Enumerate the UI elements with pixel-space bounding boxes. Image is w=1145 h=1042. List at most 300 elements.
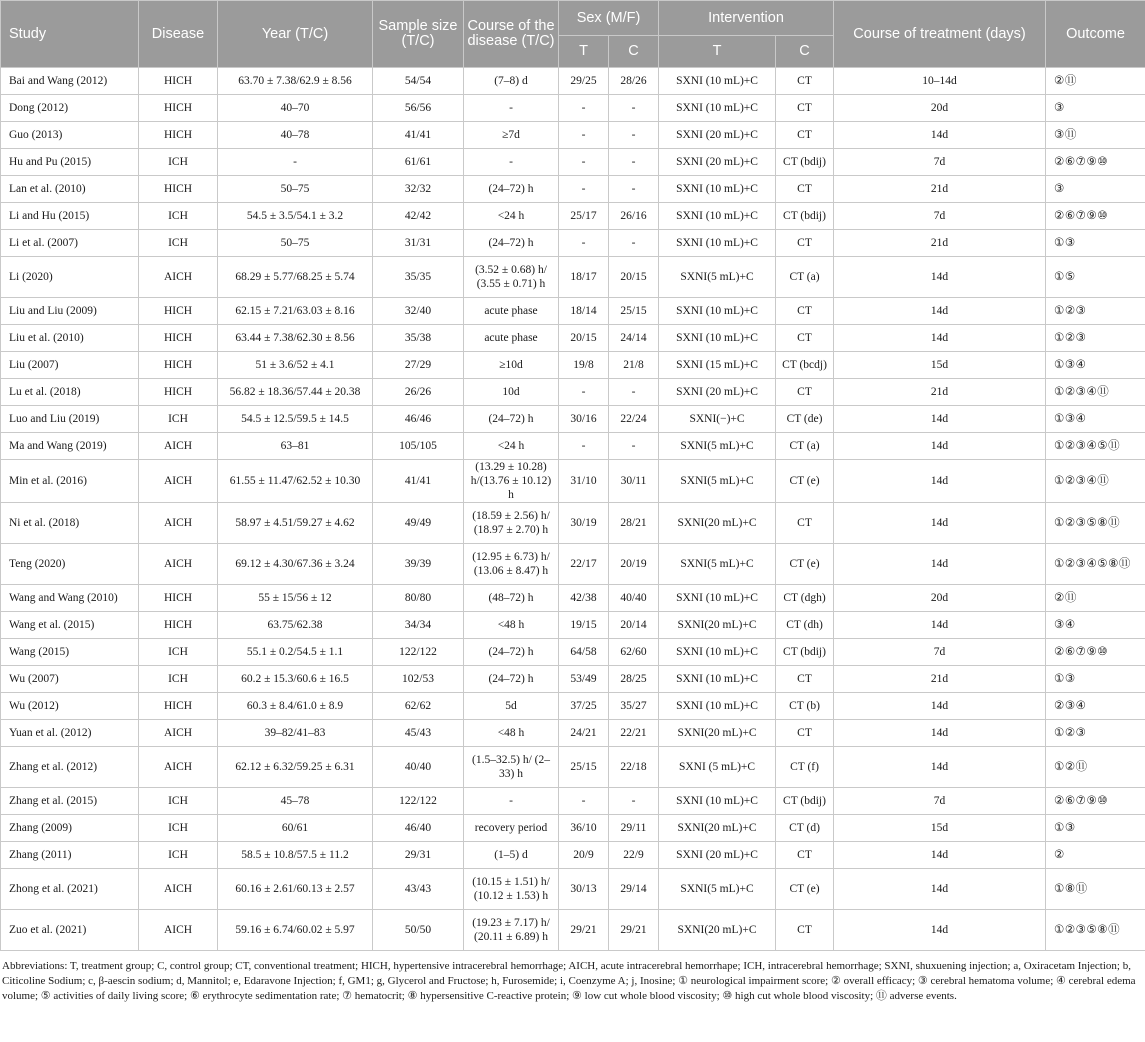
cell-outcome: ①②③ [1046,720,1145,747]
cell-sex-t: 30/16 [559,406,609,433]
cell-intervention-t: SXNI(5 mL)+C [659,257,776,298]
cell-outcome: ①②③④⑤⑧⑪ [1046,544,1145,585]
cell-outcome: ①③ [1046,666,1145,693]
table-body [1,68,1145,951]
cell-sample-size: 39/39 [373,544,464,585]
table-row [1,176,1145,203]
cell-intervention-c: CT [776,68,834,95]
header-sample-size: Sample size (T/C) [373,1,464,68]
cell-intervention-t: SXNI(20 mL)+C [659,910,776,951]
cell-course-of-treatment: 14d [834,257,1046,298]
cell-course-of-disease: (18.59 ± 2.56) h/ (18.97 ± 2.70) h [464,503,559,544]
cell-course-of-disease: <24 h [464,433,559,460]
table-row [1,298,1145,325]
cell-study: Lan et al. (2010) [1,176,139,203]
table-row [1,747,1145,788]
cell-year: 60.16 ± 2.61/60.13 ± 2.57 [218,869,373,910]
cell-intervention-c: CT (dgh) [776,585,834,612]
cell-course-of-treatment: 7d [834,639,1046,666]
cell-course-of-treatment: 15d [834,352,1046,379]
cell-sex-t: 20/15 [559,325,609,352]
cell-sex-t: - [559,122,609,149]
cell-intervention-c: CT [776,666,834,693]
cell-outcome: ①③ [1046,815,1145,842]
cell-sample-size: 34/34 [373,612,464,639]
cell-year: 55 ± 15/56 ± 12 [218,585,373,612]
cell-course-of-disease: (1–5) d [464,842,559,869]
cell-year: 55.1 ± 0.2/54.5 ± 1.1 [218,639,373,666]
cell-outcome: ③⑪ [1046,122,1145,149]
cell-sex-c: 26/16 [609,203,659,230]
cell-year: 63.70 ± 7.38/62.9 ± 8.56 [218,68,373,95]
cell-intervention-t: SXNI (20 mL)+C [659,379,776,406]
cell-intervention-t: SXNI(20 mL)+C [659,503,776,544]
cell-intervention-t: SXNI (10 mL)+C [659,230,776,257]
cell-study: Min et al. (2016) [1,460,139,503]
cell-course-of-treatment: 21d [834,379,1046,406]
cell-intervention-t: SXNI(5 mL)+C [659,544,776,585]
cell-course-of-treatment: 21d [834,230,1046,257]
cell-year: 50–75 [218,176,373,203]
cell-disease: ICH [139,815,218,842]
cell-sex-c: - [609,433,659,460]
cell-course-of-disease: 10d [464,379,559,406]
cell-intervention-t: SXNI (10 mL)+C [659,176,776,203]
cell-intervention-c: CT [776,122,834,149]
cell-course-of-disease: (24–72) h [464,666,559,693]
cell-study: Zhang (2011) [1,842,139,869]
cell-sex-c: 28/21 [609,503,659,544]
cell-course-of-disease: - [464,788,559,815]
cell-intervention-c: CT [776,910,834,951]
cell-disease: ICH [139,788,218,815]
cell-course-of-treatment: 21d [834,666,1046,693]
cell-study: Wang and Wang (2010) [1,585,139,612]
cell-study: Zhang et al. (2015) [1,788,139,815]
cell-sex-t: 22/17 [559,544,609,585]
cell-course-of-treatment: 14d [834,869,1046,910]
cell-intervention-t: SXNI (10 mL)+C [659,203,776,230]
cell-sex-c: 22/9 [609,842,659,869]
cell-sex-c: 22/21 [609,720,659,747]
cell-year: 54.5 ± 12.5/59.5 ± 14.5 [218,406,373,433]
cell-disease: ICH [139,639,218,666]
table-row [1,842,1145,869]
table-row [1,203,1145,230]
cell-outcome: ①②③④⑪ [1046,379,1145,406]
cell-disease: HICH [139,379,218,406]
cell-sex-c: 28/25 [609,666,659,693]
table-row [1,460,1145,503]
cell-sample-size: 122/122 [373,639,464,666]
cell-year: 51 ± 3.6/52 ± 4.1 [218,352,373,379]
cell-disease: HICH [139,693,218,720]
cell-intervention-c: CT (e) [776,460,834,503]
header-year: Year (T/C) [218,1,373,68]
cell-disease: AICH [139,544,218,585]
cell-sex-c: 22/24 [609,406,659,433]
cell-intervention-c: CT [776,842,834,869]
cell-sample-size: 80/80 [373,585,464,612]
cell-sample-size: 26/26 [373,379,464,406]
cell-year: 63.44 ± 7.38/62.30 ± 8.56 [218,325,373,352]
cell-sample-size: 29/31 [373,842,464,869]
cell-sample-size: 45/43 [373,720,464,747]
cell-sex-t: 29/21 [559,910,609,951]
cell-sex-t: 25/17 [559,203,609,230]
cell-sex-t: 18/17 [559,257,609,298]
cell-year: 61.55 ± 11.47/62.52 ± 10.30 [218,460,373,503]
cell-intervention-c: CT [776,720,834,747]
cell-study: Li and Hu (2015) [1,203,139,230]
cell-sample-size: 46/40 [373,815,464,842]
cell-sex-c: 20/19 [609,544,659,585]
cell-intervention-c: CT (bdij) [776,149,834,176]
cell-outcome: ①②③⑤⑧⑪ [1046,910,1145,951]
cell-course-of-treatment: 20d [834,585,1046,612]
cell-course-of-treatment: 14d [834,433,1046,460]
cell-study: Luo and Liu (2019) [1,406,139,433]
cell-disease: AICH [139,503,218,544]
cell-sex-t: 64/58 [559,639,609,666]
cell-course-of-disease: (24–72) h [464,230,559,257]
cell-outcome: ② [1046,842,1145,869]
cell-sex-c: - [609,379,659,406]
cell-outcome: ②⑥⑦⑨⑩ [1046,203,1145,230]
cell-year: 60.3 ± 8.4/61.0 ± 8.9 [218,693,373,720]
table-header [1,1,1145,68]
cell-sex-t: - [559,149,609,176]
cell-course-of-treatment: 15d [834,815,1046,842]
cell-study: Ma and Wang (2019) [1,433,139,460]
cell-sex-c: 20/15 [609,257,659,298]
cell-disease: ICH [139,230,218,257]
cell-intervention-c: CT (bdij) [776,203,834,230]
cell-disease: HICH [139,325,218,352]
cell-outcome: ②③④ [1046,693,1145,720]
table-row [1,325,1145,352]
cell-course-of-disease: (48–72) h [464,585,559,612]
cell-sex-t: 18/14 [559,298,609,325]
cell-course-of-disease: (10.15 ± 1.51) h/ (10.12 ± 1.53) h [464,869,559,910]
cell-intervention-t: SXNI (10 mL)+C [659,666,776,693]
cell-study: Yuan et al. (2012) [1,720,139,747]
cell-sample-size: 61/61 [373,149,464,176]
cell-course-of-disease: (24–72) h [464,639,559,666]
cell-sex-t: - [559,379,609,406]
cell-year: 50–75 [218,230,373,257]
cell-course-of-treatment: 14d [834,720,1046,747]
cell-sample-size: 40/40 [373,747,464,788]
header-sex-c: C [609,36,659,68]
cell-intervention-c: CT (f) [776,747,834,788]
cell-year: 69.12 ± 4.30/67.36 ± 3.24 [218,544,373,585]
cell-intervention-c: CT [776,503,834,544]
cell-outcome: ①③ [1046,230,1145,257]
cell-disease: ICH [139,666,218,693]
cell-study: Wu (2007) [1,666,139,693]
cell-intervention-t: SXNI(5 mL)+C [659,460,776,503]
cell-year: 68.29 ± 5.77/68.25 ± 5.74 [218,257,373,298]
cell-study: Lu et al. (2018) [1,379,139,406]
cell-course-of-treatment: 14d [834,298,1046,325]
cell-course-of-disease: ≥10d [464,352,559,379]
cell-study: Wang (2015) [1,639,139,666]
cell-study: Zuo et al. (2021) [1,910,139,951]
cell-course-of-disease: (19.23 ± 7.17) h/ (20.11 ± 6.89) h [464,910,559,951]
cell-study: Hu and Pu (2015) [1,149,139,176]
cell-course-of-disease: - [464,149,559,176]
cell-intervention-t: SXNI (10 mL)+C [659,788,776,815]
cell-outcome: ②⑥⑦⑨⑩ [1046,149,1145,176]
cell-year: 45–78 [218,788,373,815]
cell-study: Zhong et al. (2021) [1,869,139,910]
header-course-of-treatment: Course of treatment (days) [834,1,1046,68]
cell-course-of-treatment: 14d [834,693,1046,720]
table-row [1,95,1145,122]
cell-intervention-t: SXNI(20 mL)+C [659,612,776,639]
cell-intervention-c: CT [776,298,834,325]
cell-year: 39–82/41–83 [218,720,373,747]
cell-intervention-c: CT [776,325,834,352]
cell-year: 56.82 ± 18.36/57.44 ± 20.38 [218,379,373,406]
cell-study: Wu (2012) [1,693,139,720]
cell-course-of-disease: (1.5–32.5) h/ (2–33) h [464,747,559,788]
cell-course-of-treatment: 14d [834,544,1046,585]
table-row [1,122,1145,149]
abbreviations-footnote: Abbreviations: T, treatment group; C, control group; CT, conventional treatment; HICH, hypertensive intracerebral hemorrhage; AICH, acute intracerebral hemorrhape; ICH, intracerebral hemorrhage; SXNI, shuxuening injection; a, Oxiracetam Injection; b, Citicoline Sodium; c, β-aescin sodium; d, Mannitol; e, Edaravone Injection; f, GM1; g, Glycerol and Fructose; h, Furosemide; i, Coenzyme A; j, Inosine; ① neurological impairment score; ② overall efficacy; ③ cerebral hematoma volume; ④ cerebral edema volume; ⑤ activities of daily living score; ⑥ erythrocyte sedimentation rate; ⑦ hematocrit; ⑧ hypersensitive C-reactive protein; ⑨ low cut whole blood viscosity; ⑩ high cut whole blood viscosity; ⑪ adverse events. [2,960,1136,1002]
cell-intervention-c: CT (e) [776,869,834,910]
cell-outcome: ③ [1046,95,1145,122]
cell-sex-c: 29/21 [609,910,659,951]
cell-course-of-disease: - [464,95,559,122]
header-study: Study [1,1,139,68]
table-row [1,693,1145,720]
cell-year: 63–81 [218,433,373,460]
cell-study: Liu et al. (2010) [1,325,139,352]
cell-year: 63.75/62.38 [218,612,373,639]
cell-sex-t: 37/25 [559,693,609,720]
cell-course-of-treatment: 14d [834,747,1046,788]
table-row [1,257,1145,298]
header-course-of-disease: Course of the disease (T/C) [464,1,559,68]
header-intervention: Intervention [659,1,834,36]
cell-sex-c: - [609,176,659,203]
cell-study: Zhang (2009) [1,815,139,842]
cell-sample-size: 31/31 [373,230,464,257]
cell-disease: ICH [139,406,218,433]
cell-course-of-treatment: 7d [834,203,1046,230]
cell-course-of-disease: (12.95 ± 6.73) h/ (13.06 ± 8.47) h [464,544,559,585]
cell-intervention-c: CT (b) [776,693,834,720]
cell-sample-size: 32/32 [373,176,464,203]
cell-sample-size: 102/53 [373,666,464,693]
cell-sex-c: 24/14 [609,325,659,352]
cell-sex-c: - [609,788,659,815]
cell-study: Guo (2013) [1,122,139,149]
cell-course-of-treatment: 14d [834,406,1046,433]
cell-disease: HICH [139,95,218,122]
cell-sex-t: - [559,788,609,815]
cell-sample-size: 62/62 [373,693,464,720]
cell-sample-size: 49/49 [373,503,464,544]
table-row [1,869,1145,910]
cell-sex-t: 25/15 [559,747,609,788]
cell-sex-t: 42/38 [559,585,609,612]
cell-course-of-disease: acute phase [464,325,559,352]
table-row [1,666,1145,693]
header-intervention-t: T [659,36,776,68]
cell-intervention-t: SXNI (10 mL)+C [659,585,776,612]
cell-sex-c: 29/11 [609,815,659,842]
table-row [1,68,1145,95]
cell-disease: AICH [139,869,218,910]
cell-intervention-t: SXNI (10 mL)+C [659,298,776,325]
cell-study: Liu and Liu (2009) [1,298,139,325]
cell-sex-t: 29/25 [559,68,609,95]
cell-study: Liu (2007) [1,352,139,379]
cell-sample-size: 54/54 [373,68,464,95]
cell-sample-size: 43/43 [373,869,464,910]
cell-intervention-t: SXNI (20 mL)+C [659,842,776,869]
cell-outcome: ③④ [1046,612,1145,639]
cell-course-of-disease: recovery period [464,815,559,842]
cell-course-of-treatment: 14d [834,325,1046,352]
cell-intervention-t: SXNI (10 mL)+C [659,639,776,666]
table-row [1,720,1145,747]
cell-intervention-t: SXNI (10 mL)+C [659,325,776,352]
cell-sample-size: 56/56 [373,95,464,122]
cell-disease: ICH [139,842,218,869]
cell-intervention-c: CT (bdij) [776,788,834,815]
cell-course-of-disease: <48 h [464,612,559,639]
cell-intervention-c: CT (bcdj) [776,352,834,379]
cell-course-of-treatment: 14d [834,503,1046,544]
cell-sex-c: - [609,122,659,149]
cell-intervention-c: CT (dh) [776,612,834,639]
cell-study: Dong (2012) [1,95,139,122]
cell-sample-size: 46/46 [373,406,464,433]
cell-sex-c: - [609,230,659,257]
table-row [1,352,1145,379]
cell-disease: HICH [139,612,218,639]
cell-disease: HICH [139,122,218,149]
cell-course-of-treatment: 14d [834,612,1046,639]
cell-sex-c: 40/40 [609,585,659,612]
table-row [1,639,1145,666]
cell-outcome: ②⑪ [1046,68,1145,95]
cell-outcome: ①③④ [1046,406,1145,433]
cell-disease: HICH [139,298,218,325]
cell-sex-t: - [559,176,609,203]
cell-outcome: ①②⑪ [1046,747,1145,788]
cell-study: Teng (2020) [1,544,139,585]
cell-outcome: ①②③④⑪ [1046,460,1145,503]
cell-intervention-c: CT [776,230,834,257]
header-intervention-c: C [776,36,834,68]
cell-course-of-treatment: 7d [834,149,1046,176]
cell-disease: HICH [139,352,218,379]
cell-disease: HICH [139,176,218,203]
cell-study: Bai and Wang (2012) [1,68,139,95]
cell-intervention-c: CT [776,95,834,122]
cell-sex-c: 35/27 [609,693,659,720]
cell-sample-size: 32/40 [373,298,464,325]
cell-year: 40–78 [218,122,373,149]
cell-year: 62.12 ± 6.32/59.25 ± 6.31 [218,747,373,788]
cell-disease: AICH [139,747,218,788]
cell-course-of-disease: (13.29 ± 10.28) h/(13.76 ± 10.12) h [464,460,559,503]
cell-outcome: ①②③ [1046,298,1145,325]
cell-year: 58.97 ± 4.51/59.27 ± 4.62 [218,503,373,544]
cell-year: 60.2 ± 15.3/60.6 ± 16.5 [218,666,373,693]
cell-course-of-treatment: 14d [834,122,1046,149]
cell-sex-c: - [609,149,659,176]
cell-sex-t: - [559,230,609,257]
cell-course-of-disease: <48 h [464,720,559,747]
cell-outcome: ①③④ [1046,352,1145,379]
cell-intervention-t: SXNI (5 mL)+C [659,747,776,788]
cell-sex-t: 36/10 [559,815,609,842]
cell-sex-c: 29/14 [609,869,659,910]
cell-course-of-disease: <24 h [464,203,559,230]
table-row [1,149,1145,176]
cell-sex-c: 28/26 [609,68,659,95]
cell-course-of-disease: ≥7d [464,122,559,149]
table-row [1,788,1145,815]
cell-course-of-disease: (7–8) d [464,68,559,95]
cell-study: Zhang et al. (2012) [1,747,139,788]
cell-sample-size: 41/41 [373,460,464,503]
cell-intervention-t: SXNI(20 mL)+C [659,720,776,747]
cell-intervention-c: CT (bdij) [776,639,834,666]
cell-intervention-t: SXNI (20 mL)+C [659,122,776,149]
cell-year: 62.15 ± 7.21/63.03 ± 8.16 [218,298,373,325]
cell-year: 58.5 ± 10.8/57.5 ± 11.2 [218,842,373,869]
cell-sex-c: 21/8 [609,352,659,379]
cell-sample-size: 50/50 [373,910,464,951]
cell-sex-t: - [559,433,609,460]
table-row [1,585,1145,612]
cell-outcome: ①⑤ [1046,257,1145,298]
cell-sex-t: 30/19 [559,503,609,544]
cell-study: Wang et al. (2015) [1,612,139,639]
cell-sex-t: 19/8 [559,352,609,379]
cell-disease: AICH [139,433,218,460]
cell-outcome: ②⑥⑦⑨⑩ [1046,788,1145,815]
table-row [1,503,1145,544]
cell-sex-t: 53/49 [559,666,609,693]
cell-sex-t: 30/13 [559,869,609,910]
cell-intervention-c: CT (d) [776,815,834,842]
cell-course-of-treatment: 14d [834,460,1046,503]
cell-course-of-disease: 5d [464,693,559,720]
cell-intervention-t: SXNI(5 mL)+C [659,869,776,910]
cell-disease: HICH [139,585,218,612]
table-row [1,815,1145,842]
cell-intervention-t: SXNI(20 mL)+C [659,815,776,842]
cell-outcome: ①⑧⑪ [1046,869,1145,910]
cell-course-of-disease: (3.52 ± 0.68) h/ (3.55 ± 0.71) h [464,257,559,298]
cell-sex-t: 31/10 [559,460,609,503]
cell-sample-size: 105/105 [373,433,464,460]
cell-sex-t: - [559,95,609,122]
cell-sex-c: 30/11 [609,460,659,503]
cell-course-of-treatment: 21d [834,176,1046,203]
table-row [1,910,1145,951]
cell-course-of-treatment: 10–14d [834,68,1046,95]
cell-course-of-treatment: 14d [834,910,1046,951]
